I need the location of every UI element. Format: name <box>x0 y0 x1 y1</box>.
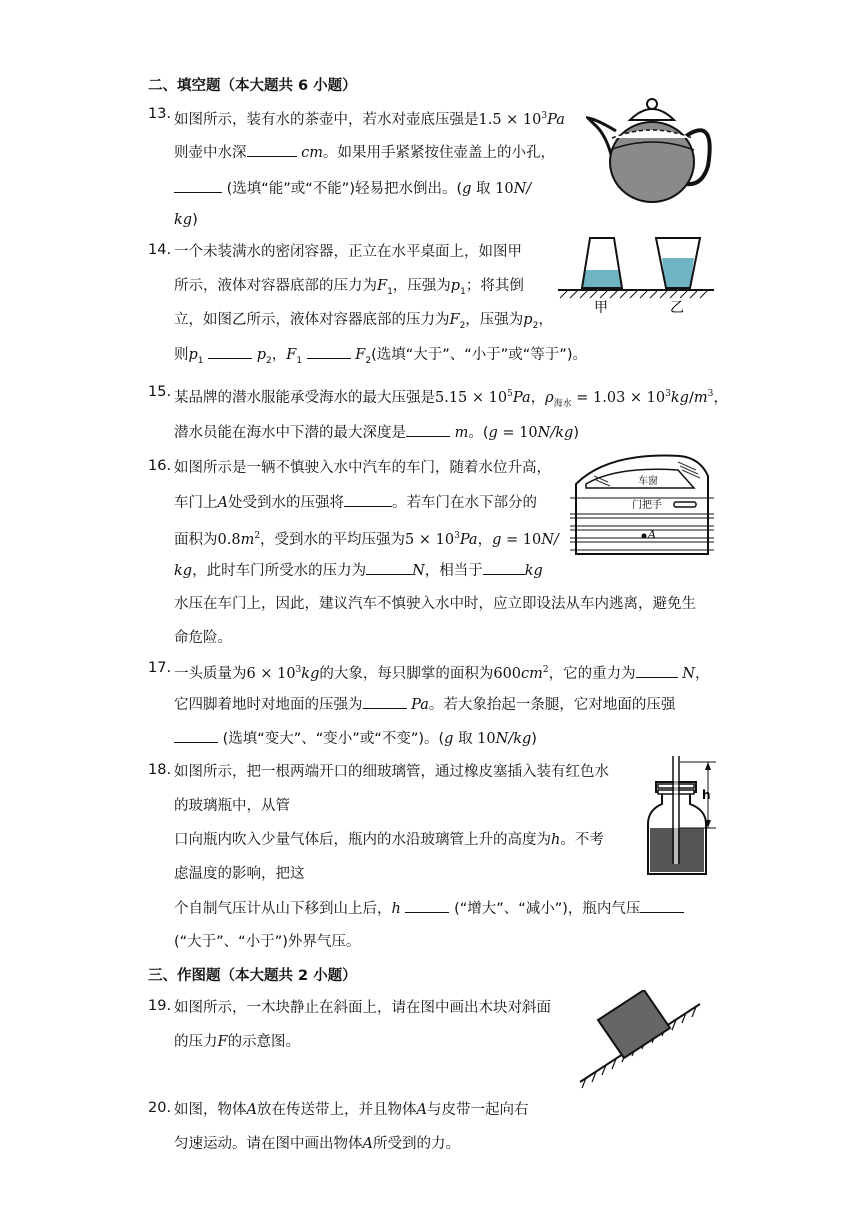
math: = 10 <box>501 532 542 548</box>
q18-line-2: 的玻璃瓶中，从管 <box>174 798 290 814</box>
text: 口向瓶内吹入少量气体后，瓶内的水沿玻璃管上升的高度为 <box>174 832 551 848</box>
section-heading-fill-in: 二、填空题（本大题共 6 小题） <box>148 78 357 94</box>
math-unit: Pa <box>411 697 429 713</box>
text: 面积为 <box>174 532 218 548</box>
math-sup: 3 <box>707 389 714 399</box>
math-unit: N/ <box>541 532 559 548</box>
text: 一头质量为 <box>174 666 247 682</box>
text: 则 <box>174 347 189 363</box>
question-number: 15. <box>148 384 172 400</box>
math-sub: 海水 <box>553 398 572 409</box>
math-unit: kg <box>670 390 689 406</box>
containers-figure <box>556 232 716 322</box>
text: 的压力 <box>174 1034 218 1050</box>
math-var: p <box>188 347 198 363</box>
incline-block-figure <box>576 990 706 1090</box>
text: 。若大象抬起一条腿，它对地面的压强 <box>428 697 676 713</box>
label-h: h <box>702 788 711 802</box>
q13-line-3 <box>174 178 531 199</box>
math-var: g <box>444 731 454 747</box>
text: ，此时车门所受水的压力为 <box>192 563 367 579</box>
text: (“增大”、“减小”)，瓶内气压 <box>454 901 641 917</box>
math-var: A <box>246 1102 257 1118</box>
math-sub: 2 <box>459 320 466 331</box>
label-yi: 乙 <box>670 300 684 316</box>
text: 潜水员能在海水中下潜的最大深度是 <box>174 425 406 441</box>
math: 6 × 10 <box>246 666 296 682</box>
answer-blank[interactable] <box>344 492 392 507</box>
label-car-window: 车窗 <box>638 476 658 487</box>
text: 匀速运动。请在图中画出物体 <box>174 1136 363 1152</box>
math-var: F <box>355 347 366 363</box>
barometer-bottle-figure <box>644 752 724 880</box>
text: 所受到的力。 <box>372 1136 460 1152</box>
label-door-handle: 门把手 <box>632 500 662 511</box>
math-sub: 1 <box>387 286 393 297</box>
q18-line-1: 如图所示，把一根两端开口的细玻璃管，通过橡皮塞插入装有红色水 <box>174 764 609 780</box>
math-unit: kg <box>301 666 320 682</box>
text: 车门上 <box>174 495 218 511</box>
math: = 10 <box>497 425 538 441</box>
math: 600 <box>493 666 522 682</box>
math: 0.8 <box>217 532 241 548</box>
question-number: 19. <box>148 998 172 1014</box>
math-unit: Pa <box>547 112 565 128</box>
text: 放在传送带上，并且物体 <box>256 1102 417 1118</box>
text: ， <box>694 666 710 682</box>
q15-line-1 <box>174 384 728 414</box>
text: 处受到水的压强将 <box>227 495 344 511</box>
math-var: g <box>492 532 502 548</box>
q16-line-6: 命危险。 <box>174 630 232 646</box>
text: 的示意图。 <box>227 1034 301 1050</box>
math: 10 <box>477 731 496 747</box>
label-jia: 甲 <box>594 300 608 316</box>
math-var: p <box>256 347 267 363</box>
q13-line-4 <box>174 210 198 230</box>
math: 5.15 × 10 <box>435 390 508 406</box>
text: / <box>688 390 694 406</box>
q16-line-5: 水压在车门上，因此，建议汽车不慎驶入水中时，应立即设法从车内逃离，避免生 <box>174 596 696 612</box>
math-sub: 2 <box>532 320 539 331</box>
answer-blank[interactable] <box>405 898 449 913</box>
q14-line-3 <box>174 310 553 336</box>
math-unit: Pa <box>512 390 531 406</box>
label-point-a: A <box>648 528 656 541</box>
q16-line-1: 如图所示是一辆不慎驶入水中汽车的车门，随着水位升高， <box>174 460 551 476</box>
text: ) <box>531 731 537 747</box>
math-var: p <box>450 278 461 294</box>
math-unit: N/kg <box>495 731 532 747</box>
math-unit: m <box>454 425 469 441</box>
text: ，压强为 <box>392 278 451 294</box>
answer-blank[interactable] <box>366 560 412 575</box>
q14-line-2 <box>174 276 524 302</box>
q18-line-4: 虑温度的影响，把这 <box>174 866 305 882</box>
question-number: 17. <box>148 660 172 676</box>
text: 立，如图乙所示，液体对容器底部的压力为 <box>174 312 450 328</box>
q17-line-2 <box>174 694 675 715</box>
answer-blank[interactable] <box>208 344 252 359</box>
section-heading-drawing: 三、作图题（本大题共 2 小题） <box>148 968 357 984</box>
math-unit: m <box>240 532 255 548</box>
q17-line-1 <box>174 660 709 684</box>
text: 与皮带一起向右 <box>426 1102 529 1118</box>
math-var: F <box>286 347 297 363</box>
q13-line-1 <box>174 106 565 130</box>
math-unit: Pa <box>459 532 478 548</box>
math-sub: 1 <box>460 286 466 297</box>
math: 5 × 10 <box>405 532 455 548</box>
question-number: 20. <box>148 1100 172 1116</box>
text: 它四脚着地时对地面的压强为 <box>174 697 363 713</box>
q18-line-6: (“大于”、“小于”)外界气压。 <box>174 934 361 950</box>
text: 。不考 <box>560 832 604 848</box>
q14-line-4 <box>174 344 587 371</box>
text: 如图，物体 <box>174 1102 247 1118</box>
text: ， <box>530 390 546 406</box>
math-sup: 3 <box>454 531 460 541</box>
text: (选填“大于”、“小于”或“等于”)。 <box>371 347 587 363</box>
q17-line-3 <box>174 728 537 749</box>
answer-blank[interactable] <box>363 694 407 709</box>
q16-line-2 <box>174 492 537 513</box>
text: ，压强为 <box>465 312 524 328</box>
math-unit: kg <box>174 212 193 228</box>
math: = 1.03 × 10 <box>571 390 666 406</box>
math-var: F <box>449 312 460 328</box>
q15-line-2 <box>174 422 579 443</box>
math-var: g <box>462 181 472 197</box>
text: ， <box>271 347 287 363</box>
math-sub: 2 <box>365 355 372 366</box>
math-unit: cm <box>301 145 323 161</box>
math: 10 <box>495 181 514 197</box>
math-sup: 3 <box>665 389 671 399</box>
text: 某品牌的潜水服能承受海水的最大压强是 <box>174 390 435 406</box>
math-var: F <box>377 278 388 294</box>
car-door-figure <box>568 446 716 556</box>
math-var: A <box>217 495 228 511</box>
math-sub: 2 <box>266 355 272 366</box>
math-var: F <box>217 1034 228 1050</box>
text: 则壶中水深 <box>174 145 247 161</box>
q16-line-3 <box>174 526 559 550</box>
text: ，受到水的平均压强为 <box>260 532 406 548</box>
math-unit: kg <box>174 563 193 579</box>
math-unit: m <box>693 390 708 406</box>
math-unit: kg <box>524 563 543 579</box>
q18-line-5 <box>174 898 684 919</box>
text: (选填“变大”、“变小”或“不变”)。( <box>222 731 445 747</box>
text: 。如果用手紧紧按住壶盖上的小孔， <box>322 145 555 161</box>
question-number: 18. <box>148 762 172 778</box>
text: ，相当于 <box>424 563 483 579</box>
teapot-figure <box>586 96 716 206</box>
answer-blank[interactable] <box>636 663 678 678</box>
answer-blank[interactable] <box>174 728 218 743</box>
answer-blank[interactable] <box>247 142 297 157</box>
answer-blank[interactable] <box>406 422 450 437</box>
math-unit: cm <box>521 666 543 682</box>
text: 的大象，每只脚掌的面积为 <box>319 666 494 682</box>
math-unit: N/kg <box>537 425 574 441</box>
math-unit: N/ <box>513 181 532 197</box>
math-sup: 3 <box>541 111 548 121</box>
q13-line-2 <box>174 142 555 163</box>
question-number: 16. <box>148 458 172 474</box>
question-number: 13. <box>148 106 172 122</box>
answer-blank[interactable] <box>307 344 351 359</box>
text: ， <box>713 390 728 406</box>
text: 。若车门在水下部分的 <box>391 495 537 511</box>
q19-line-1: 如图所示，一木块静止在斜面上，请在图中画出木块对斜面 <box>174 1000 551 1016</box>
math-var: A <box>416 1102 427 1118</box>
q19-line-2 <box>174 1032 300 1052</box>
text: ) <box>192 212 198 228</box>
math-sub: 1 <box>296 355 303 366</box>
answer-blank[interactable] <box>640 898 684 913</box>
q18-line-3 <box>174 830 604 850</box>
text: ) <box>573 425 579 441</box>
math-sup: 2 <box>254 531 261 541</box>
math-sup: 2 <box>542 665 549 675</box>
text: 个自制气压计从山下移到山上后， <box>174 901 392 917</box>
math-var: ρ <box>545 390 554 406</box>
math: 1.5 × 10 <box>478 112 542 128</box>
text: ；将其倒 <box>465 278 524 294</box>
text: 所示，液体对容器底部的压力为 <box>174 278 377 294</box>
text: (选填“能”或“不能”)轻易把水倒出。( <box>226 181 463 197</box>
math-var: g <box>488 425 498 441</box>
q20-line-1 <box>174 1100 528 1120</box>
text: 。( <box>468 425 489 441</box>
math-unit: N <box>412 563 425 579</box>
question-number: 14. <box>148 242 172 258</box>
text: 取 <box>476 181 491 197</box>
math-var: h <box>391 901 401 917</box>
math-sub: 1 <box>197 355 204 366</box>
q20-line-2 <box>174 1134 460 1154</box>
q16-line-4 <box>174 560 543 581</box>
text: 如图所示，装有水的茶壶中，若水对壶底压强是 <box>174 112 479 128</box>
answer-blank[interactable] <box>174 178 222 193</box>
text: ，它的重力为 <box>548 666 636 682</box>
math-unit: N <box>682 666 695 682</box>
q14-line-1: 一个未装满水的密闭容器，正立在水平桌面上，如图甲 <box>174 244 522 260</box>
math-var: p <box>523 312 533 328</box>
text: ， <box>538 312 553 328</box>
math-var: h <box>551 832 561 848</box>
math-sup: 5 <box>507 389 513 399</box>
math-var: A <box>362 1136 373 1152</box>
text: 取 <box>458 731 473 747</box>
math-sup: 3 <box>295 665 302 675</box>
answer-blank[interactable] <box>483 560 525 575</box>
text: ， <box>477 532 493 548</box>
